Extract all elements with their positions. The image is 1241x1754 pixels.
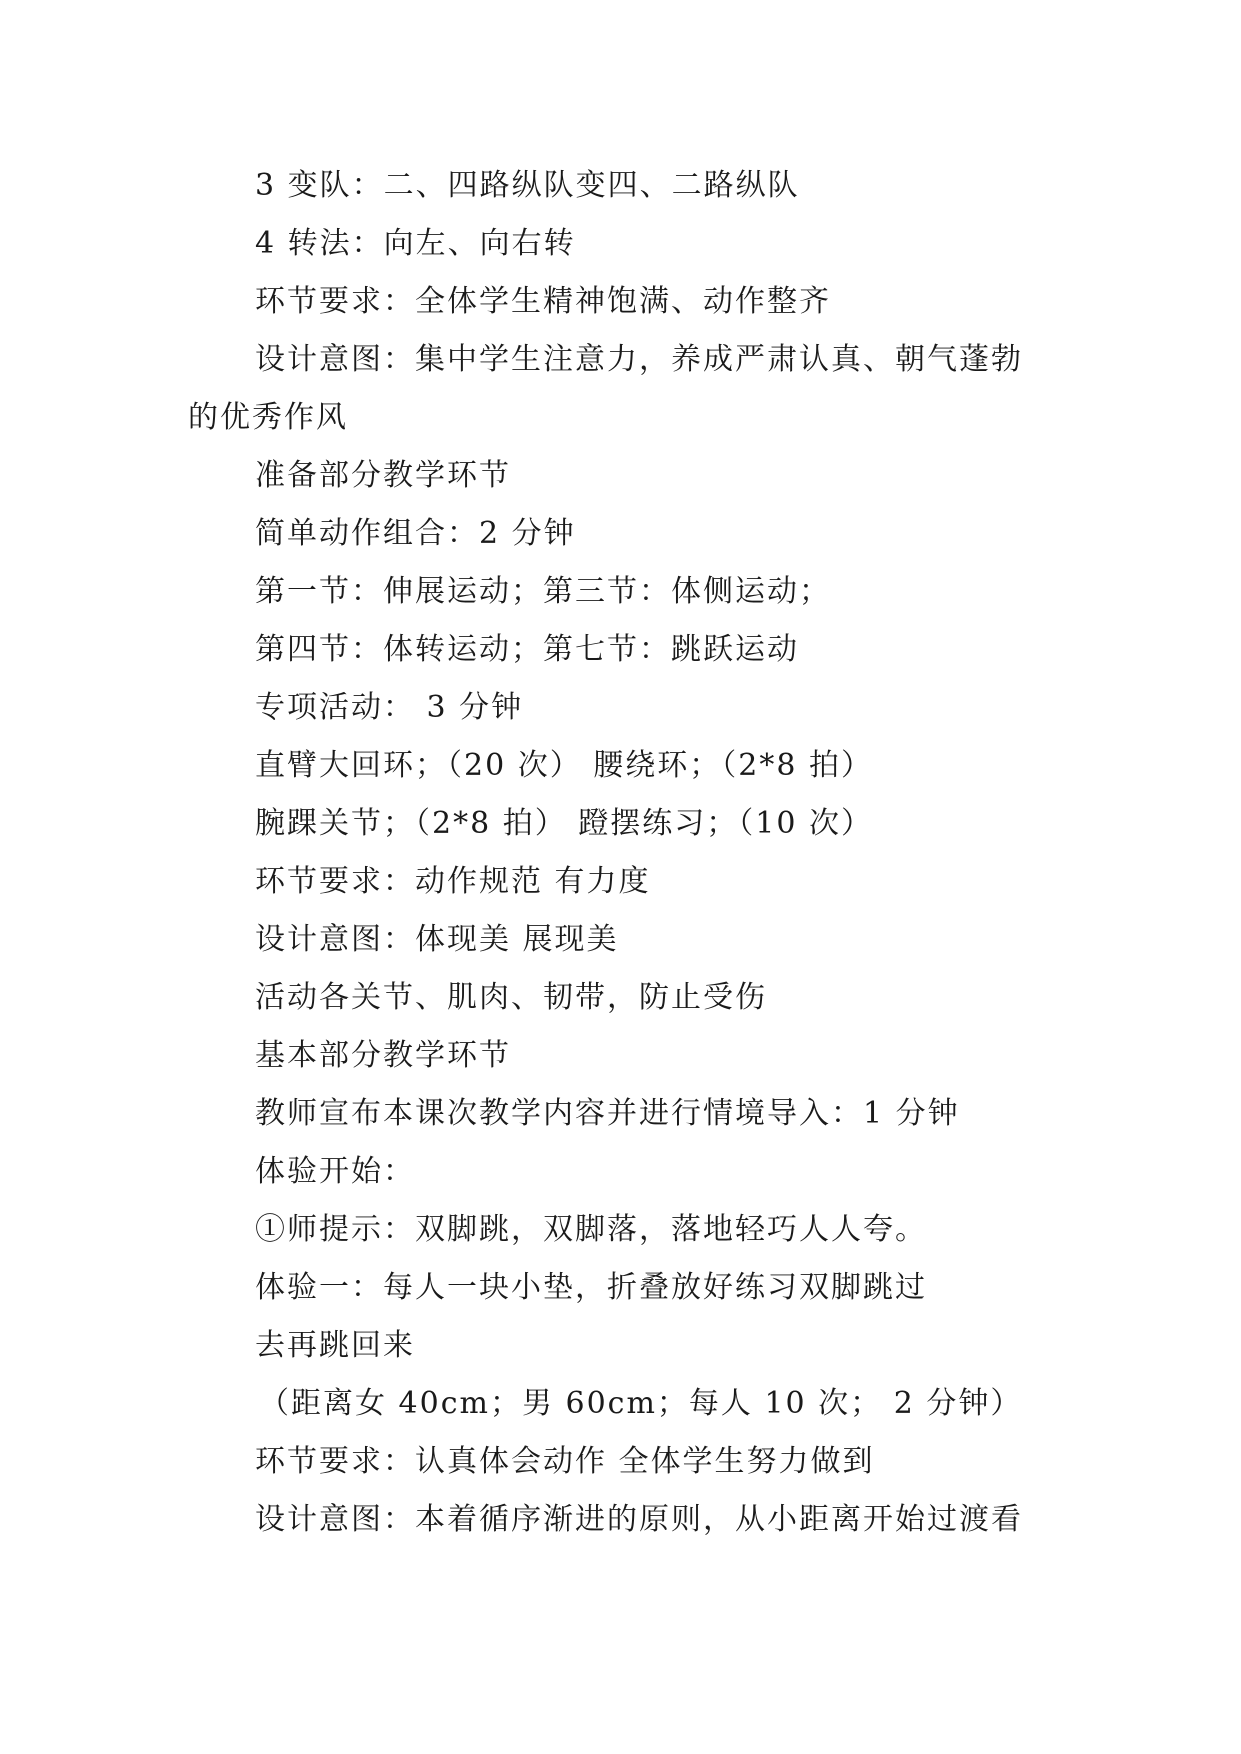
text-line: 直臂大回环；（20 次） 腰绕环；（2*8 拍） xyxy=(255,748,873,783)
text-line: 第四节：体转运动；第七节：跳跃运动 xyxy=(255,632,799,667)
text-line: 专项活动： 3 分钟 xyxy=(255,690,524,725)
text-line: 腕踝关节；（2*8 拍） 蹬摆练习；（10 次） xyxy=(255,806,873,841)
text-line: 活动各关节、肌肉、韧带，防止受伤 xyxy=(255,980,767,1015)
text-line: 环节要求：动作规范 有力度 xyxy=(255,864,651,899)
text-line: 体验开始： xyxy=(255,1154,415,1189)
section-heading: 基本部分教学环节 xyxy=(255,1038,511,1073)
text-line: 设计意图：集中学生注意力，养成严肃认真、朝气蓬勃 xyxy=(255,342,1023,377)
text-line: 体验一：每人一块小垫，折叠放好练习双脚跳过 xyxy=(255,1270,927,1305)
text-line: 简单动作组合：2 分钟 xyxy=(255,516,576,551)
text-line: 第一节：伸展运动；第三节：体侧运动； xyxy=(255,574,831,609)
section-heading: 准备部分教学环节 xyxy=(255,458,511,493)
text-line: （距离女 40cm；男 60cm；每人 10 次； 2 分钟） xyxy=(259,1386,1023,1421)
text-line: 设计意图：体现美 展现美 xyxy=(255,922,619,957)
text-line: 去再跳回来 xyxy=(255,1328,415,1363)
text-line: 的优秀作风 xyxy=(188,400,348,435)
text-line: 设计意图：本着循序渐进的原则，从小距离开始过渡看 xyxy=(255,1502,1023,1537)
text-line: ①师提示：双脚跳，双脚落，落地轻巧人人夸。 xyxy=(255,1212,927,1247)
text-line: 3 变队：二、四路纵队变四、二路纵队 xyxy=(255,168,800,203)
text-line: 环节要求：认真体会动作 全体学生努力做到 xyxy=(255,1444,875,1479)
text-line: 4 转法：向左、向右转 xyxy=(255,226,576,261)
text-line: 环节要求：全体学生精神饱满、动作整齐 xyxy=(255,284,831,319)
text-line: 教师宣布本课次教学内容并进行情境导入：1 分钟 xyxy=(255,1096,960,1131)
